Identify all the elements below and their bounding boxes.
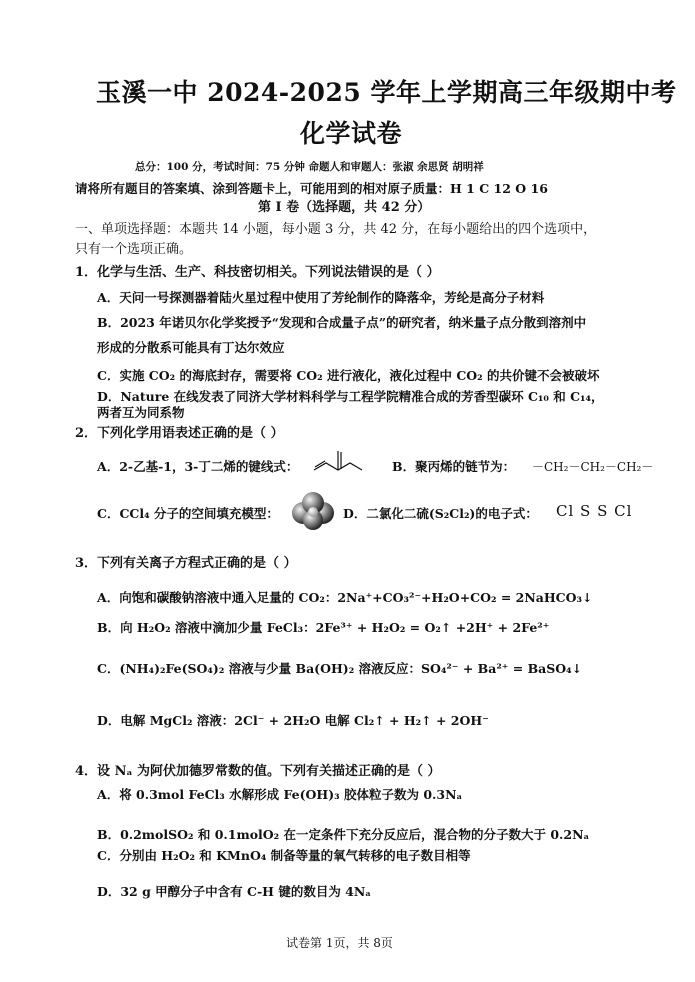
section-intro-line1: 一、单项选择题：本题共 14 小题，每小题 3 分，共 42 分，在每小题给出的四个选项中， [75, 222, 597, 237]
question-3-stem: 3．下列有关离子方程式正确的是（ ） [75, 556, 297, 571]
question-2-option-d: D．二氯化二硫(S₂Cl₂)的电子式： [343, 506, 538, 521]
question-1-option-c: C．实施 CO₂ 的海底封存，需要将 CO₂ 进行液化，液化过程中 CO₂ 的共价键不会被破坏 [97, 368, 600, 383]
question-1-option-d-line1: D．Nature 在线发表了同济大学材料科学与工程学院精准合成的芳香型碳环 C₁₀ 和 C₁₄， [97, 389, 604, 404]
question-2-stem: 2．下列化学用语表述正确的是（ ） [75, 426, 284, 441]
space-filling-model-icon [290, 491, 336, 531]
exam-instruction: 请将所有题目的答案填、涂到答题卡上，可能用到的相对原子质量：H 1 C 12 O 16 [75, 181, 548, 196]
question-3-option-c: C．(NH₄)₂Fe(SO₄)₂ 溶液与少量 Ba(OH)₂ 溶液反应：SO₄²⁻ + Ba²⁺ = BaSO₄↓ [97, 661, 583, 676]
exam-subtitle: 化学试卷 [300, 119, 403, 148]
question-1-option-d-line2: 两者互为同系物 [97, 405, 185, 420]
question-4-option-b: B．0.2molSO₂ 和 0.1molO₂ 在一定条件下充分反应后，混合物的分子数大于 0.2Nₐ [97, 827, 590, 842]
question-3-option-a: A．向饱和碳酸钠溶液中通入足量的 CO₂：2Na⁺+CO₃²⁻+H₂O+CO₂ = 2NaHCO₃↓ [97, 590, 593, 605]
question-4-option-d: D．32 g 甲醇分子中含有 C-H 键的数目为 4Nₐ [97, 884, 372, 899]
electron-formula: Cl S S Cl [556, 502, 633, 520]
question-4-option-a: A．将 0.3mol FeCl₃ 水解形成 Fe(OH)₃ 胶体粒子数为 0.3Nₐ [97, 787, 463, 802]
page-footer: 试卷第 1页，共 8页 [286, 936, 393, 950]
question-3-option-d: D．电解 MgCl₂ 溶液：2Cl⁻ + 2H₂O 电解 Cl₂↑ + H₂↑ + 2OH⁻ [97, 713, 489, 728]
question-1-stem: 1．化学与生活、生产、科技密切相关。下列说法错误的是（ ） [75, 265, 440, 280]
polypropylene-unit-formula: －CH₂－CH₂－CH₂－ [532, 460, 654, 474]
question-1-option-b-line2: 形成的分散系可能具有丁达尔效应 [97, 340, 285, 355]
question-1-option-a: A．天问一号探测器着陆火星过程中使用了芳纶制作的降落伞，芳纶是高分子材料 [97, 290, 545, 305]
exam-meta: 总分：100 分，考试时间：75 分钟 命题人和审题人：张淑 余思贤 胡明祥 [135, 161, 484, 173]
question-1-option-b-line1: B．2023 年诺贝尔化学奖授予“发现和合成量子点”的研究者，纳米量子点分散到溶剂中 [97, 315, 587, 330]
question-4-option-c: C．分别由 H₂O₂ 和 KMnO₄ 制备等量的氧气转移的电子数目相等 [97, 848, 471, 863]
question-2-option-b: B．聚丙烯的链节为： [392, 459, 516, 474]
question-2-option-c: C．CCl₄ 分子的空间填充模型： [97, 506, 279, 521]
question-4-stem: 4．设 Nₐ 为阿伏加德罗常数的值。下列有关描述正确的是（ ） [75, 764, 441, 779]
skeletal-formula-icon [312, 448, 364, 476]
section-intro-line2: 只有一个选项正确。 [75, 242, 193, 257]
volume-heading: 第 I 卷（选择题，共 42 分） [258, 200, 431, 215]
exam-title: 玉溪一中 2024-2025 学年上学期高三年级期中考 [96, 78, 677, 107]
question-3-option-b: B．向 H₂O₂ 溶液中滴加少量 FeCl₃：2Fe³⁺ + H₂O₂ = O₂↑ +2H⁺ + 2Fe²⁺ [97, 620, 550, 635]
question-2-option-a: A．2-乙基-1，3-丁二烯的键线式： [97, 459, 299, 474]
